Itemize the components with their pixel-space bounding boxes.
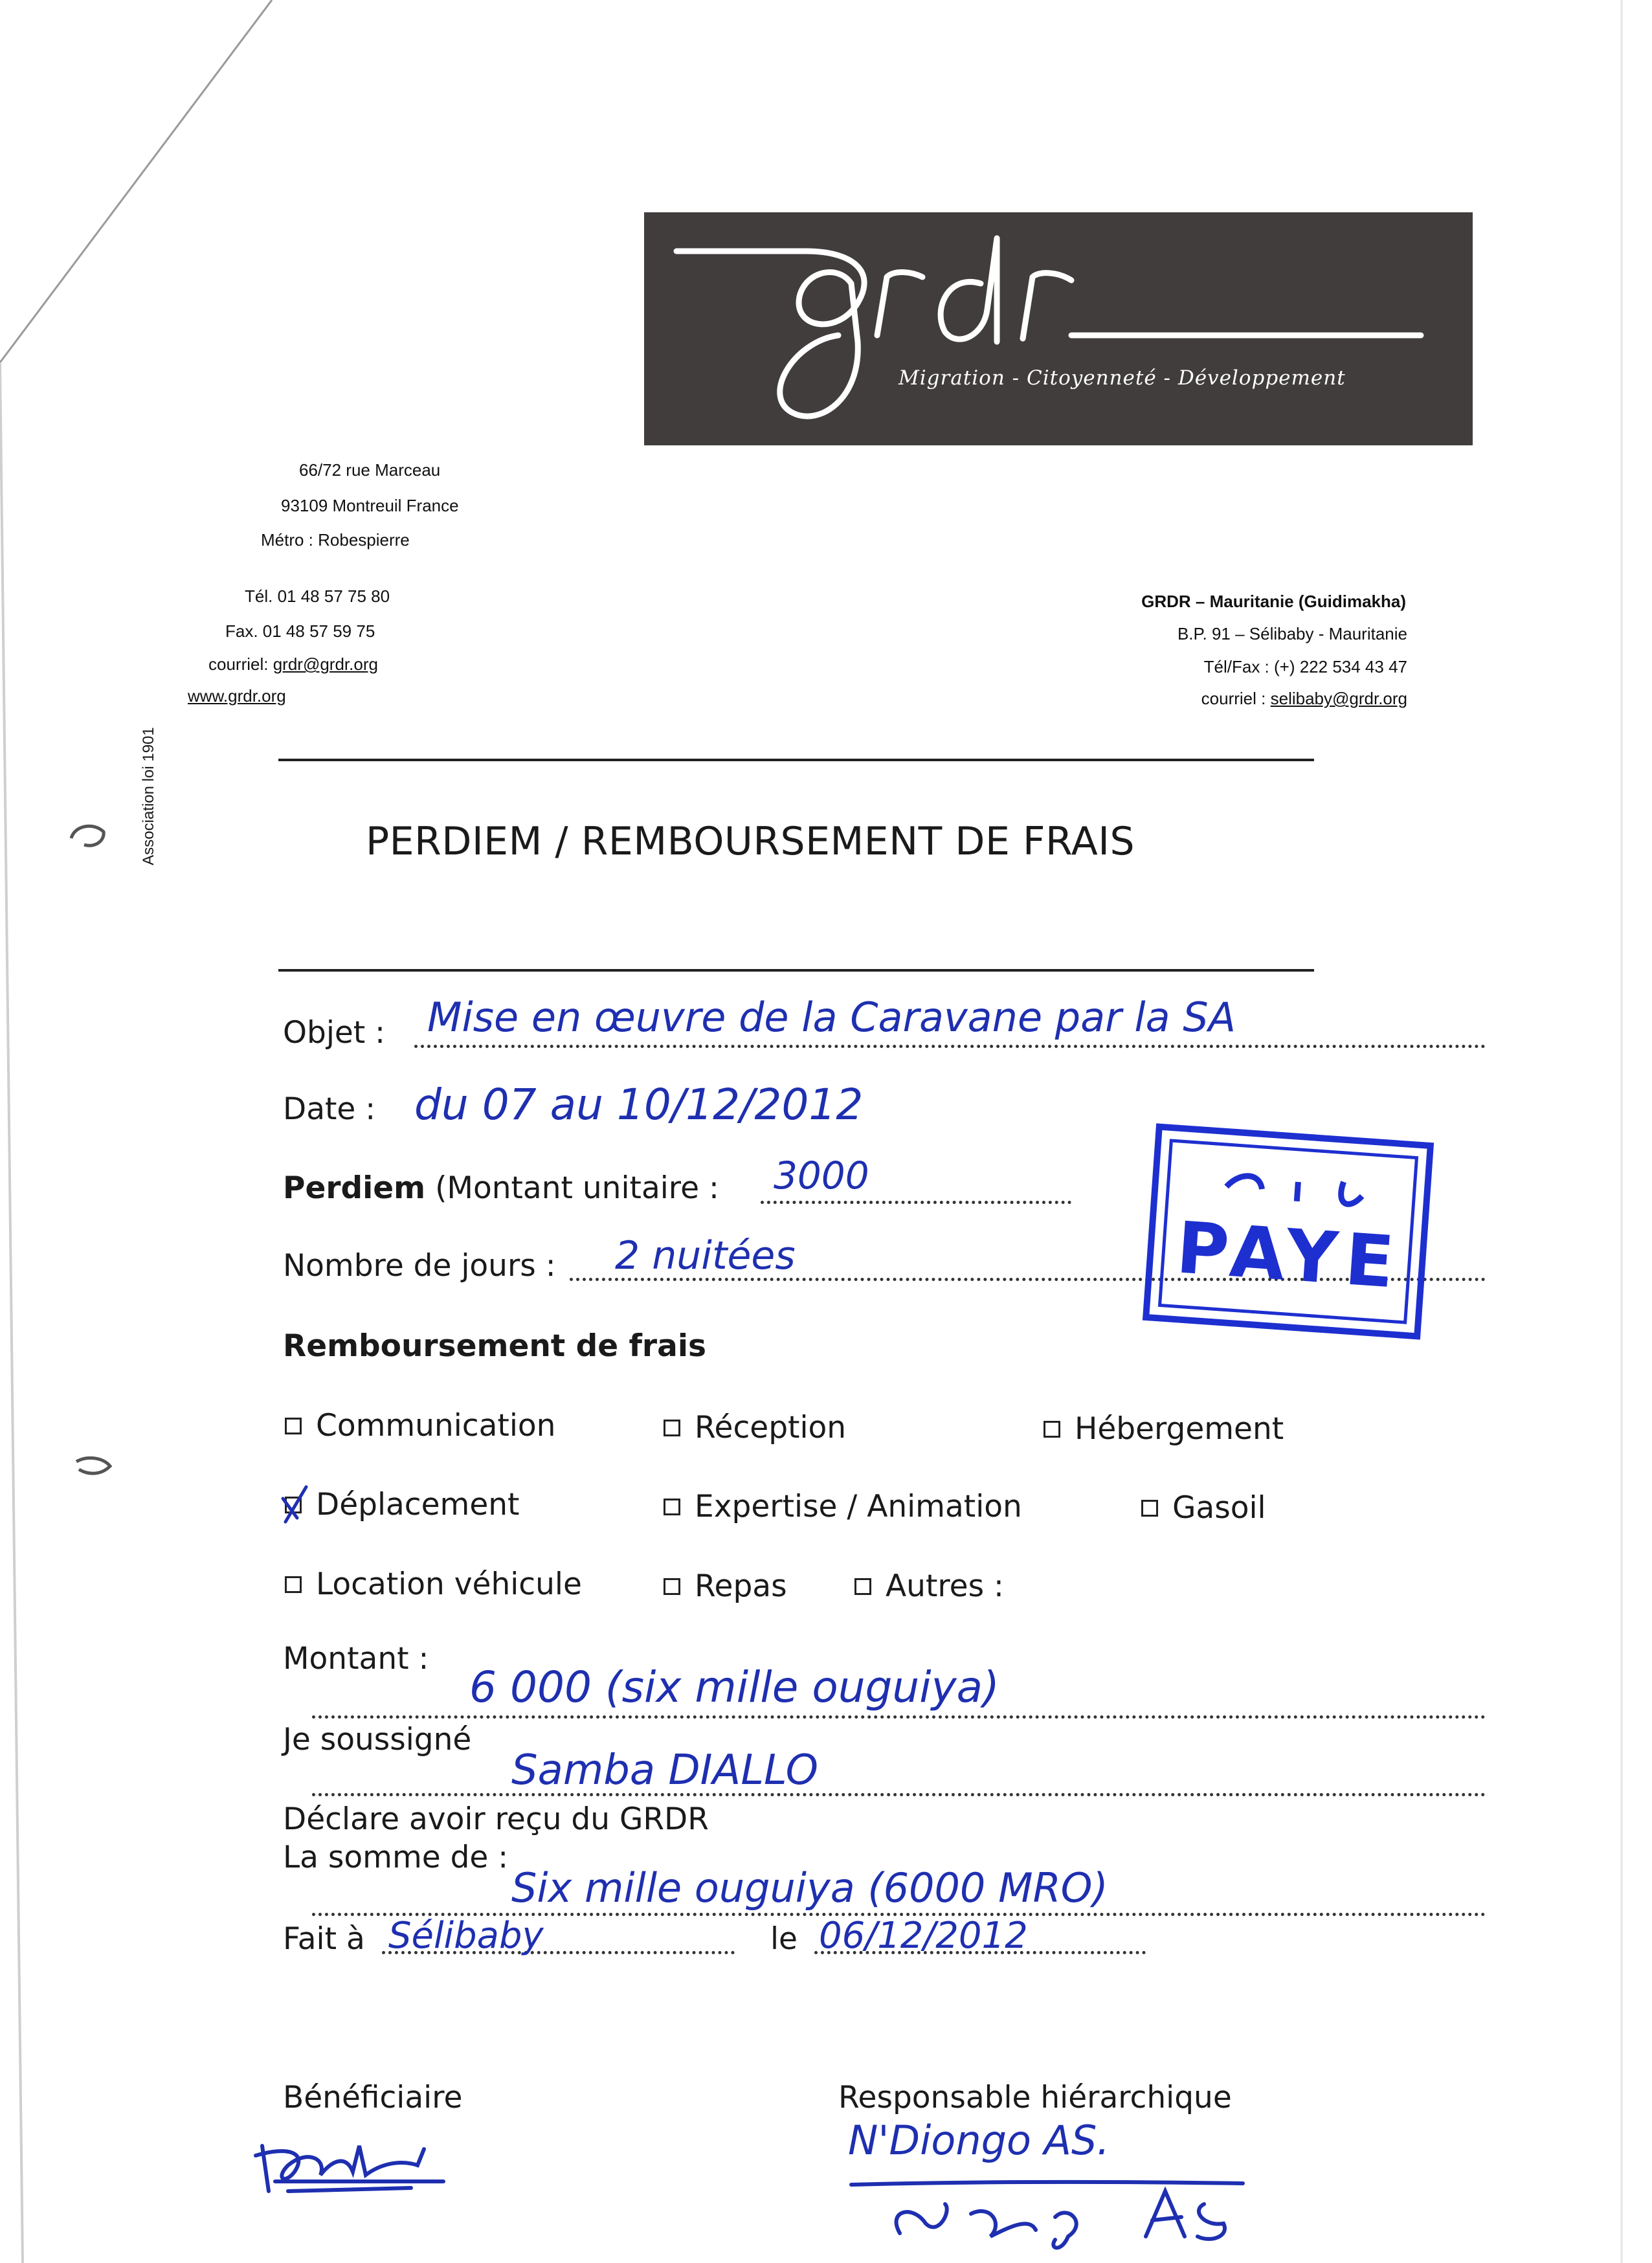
address-tel: Tél. 01 48 57 75 80 xyxy=(245,586,390,606)
address-email-label: courriel: xyxy=(208,654,269,674)
objet-handwritten-value[interactable]: Mise en œuvre de la Caravane par la SA xyxy=(427,994,1236,1041)
address-line-city: 93109 Montreuil France xyxy=(281,496,459,515)
jours-label: Nombre de jours : xyxy=(283,1248,556,1284)
checkbox-label: Autres : xyxy=(886,1568,1004,1604)
fait-a-handwritten-value[interactable]: Sélibaby xyxy=(388,1915,544,1957)
address-line-metro: Métro : Robespierre xyxy=(261,530,410,550)
branch-bp: B.P. 91 – Sélibaby - Mauritanie xyxy=(1177,624,1407,643)
paid-stamp xyxy=(1139,1120,1438,1343)
logo-tagline: Migration - Citoyenneté - Développement xyxy=(899,366,1346,390)
perdiem-handwritten-value[interactable]: 3000 xyxy=(774,1154,869,1198)
checkbox-square[interactable] xyxy=(664,1499,680,1515)
checkbox-square[interactable] xyxy=(285,1576,302,1593)
perdiem-unit-label: (Montant unitaire : xyxy=(435,1170,719,1206)
date-handwritten-value[interactable]: du 07 au 10/12/2012 xyxy=(414,1080,864,1130)
checkbox-gasoil[interactable] xyxy=(1141,1490,1266,1526)
responsable-signature xyxy=(842,2165,1256,2262)
checkbox-repas[interactable] xyxy=(664,1568,787,1604)
checkbox-checkmark-icon xyxy=(280,1484,314,1524)
checkbox-square[interactable] xyxy=(1044,1421,1060,1438)
perdiem-label: Perdiem xyxy=(283,1170,426,1206)
le-handwritten-value[interactable]: 06/12/2012 xyxy=(819,1915,1028,1957)
date-label: Date : xyxy=(283,1091,376,1127)
grdr-logo-script xyxy=(644,212,1473,445)
checkbox-deplacement[interactable] xyxy=(285,1487,519,1522)
checkbox-label: Gasoil xyxy=(1172,1490,1266,1526)
remboursement-heading: Remboursement de frais xyxy=(283,1328,706,1364)
branch-email-link[interactable]: selibaby@grdr.org xyxy=(1270,689,1407,708)
paid-stamp-text: PAYE xyxy=(1174,1206,1405,1305)
beneficiaire-signature xyxy=(249,2120,463,2211)
address-line-street: 66/72 rue Marceau xyxy=(299,460,441,480)
perdiem-dotted-line xyxy=(761,1201,1071,1204)
montant-label: Montant : xyxy=(283,1641,429,1677)
checkbox-autres[interactable] xyxy=(854,1568,1004,1604)
branch-email-row xyxy=(1201,686,1407,711)
checkbox-location-vehicule[interactable] xyxy=(285,1566,582,1602)
checkbox-square[interactable] xyxy=(664,1420,680,1436)
branch-org-name: GRDR – Mauritanie (Guidimakha) xyxy=(1141,592,1406,611)
beneficiaire-label: Bénéficiaire xyxy=(283,2080,463,2115)
checkbox-label: Expertise / Animation xyxy=(695,1489,1022,1524)
declare-label: Déclare avoir reçu du GRDR xyxy=(283,1801,709,1837)
branch-email-label: courriel : xyxy=(1201,689,1266,708)
association-side-text: Association loi 1901 xyxy=(140,727,157,865)
responsable-label: Responsable hiérarchique xyxy=(838,2080,1232,2115)
grdr-logo xyxy=(644,212,1473,445)
checkbox-expertise-animation[interactable] xyxy=(664,1489,1022,1524)
punch-hole-mark xyxy=(71,1450,117,1482)
website-link[interactable]: www.grdr.org xyxy=(188,686,286,706)
soussigne-dotted-line xyxy=(312,1793,1486,1796)
checkbox-square-checked[interactable] xyxy=(285,1497,302,1513)
checkbox-label: Déplacement xyxy=(316,1487,520,1522)
responsable-handwritten-name: N'Diongo AS. xyxy=(848,2117,1110,2164)
address-email-row xyxy=(208,652,378,676)
perdiem-row xyxy=(283,1170,719,1206)
somme-handwritten-value[interactable]: Six mille ouguiya (6000 MRO) xyxy=(511,1864,1108,1912)
montant-dotted-line xyxy=(312,1715,1486,1719)
punch-hole-mark xyxy=(65,819,110,851)
address-fax: Fax. 01 48 57 59 75 xyxy=(225,621,375,641)
soussigne-label: Je soussigné xyxy=(283,1722,472,1757)
title-rule-top xyxy=(278,759,1314,761)
address-email-link[interactable]: grdr@grdr.org xyxy=(273,654,378,674)
fait-a-label: Fait à xyxy=(283,1921,365,1957)
checkbox-square[interactable] xyxy=(664,1578,680,1595)
checkbox-square[interactable] xyxy=(285,1418,302,1434)
checkbox-label: Communication xyxy=(316,1408,556,1444)
le-label: le xyxy=(770,1921,798,1957)
checkbox-label: Réception xyxy=(695,1410,847,1445)
jours-handwritten-value[interactable]: 2 nuitées xyxy=(615,1233,796,1278)
checkbox-label: Hébergement xyxy=(1075,1411,1284,1447)
objet-label: Objet : xyxy=(283,1015,386,1051)
somme-label: La somme de : xyxy=(283,1840,509,1875)
checkbox-hebergement[interactable] xyxy=(1044,1411,1284,1447)
checkbox-reception[interactable] xyxy=(664,1410,846,1445)
checkbox-square[interactable] xyxy=(854,1578,871,1595)
montant-handwritten-value[interactable]: 6 000 (six mille ouguiya) xyxy=(469,1662,999,1712)
soussigne-handwritten-value[interactable]: Samba DIALLO xyxy=(511,1746,819,1794)
title-rule-bottom xyxy=(278,969,1314,972)
checkbox-label: Repas xyxy=(695,1568,787,1604)
checkbox-communication[interactable] xyxy=(285,1408,555,1444)
objet-dotted-line xyxy=(414,1045,1486,1048)
branch-telfax: Tél/Fax : (+) 222 534 43 47 xyxy=(1203,657,1407,676)
checkbox-label: Location véhicule xyxy=(316,1566,582,1602)
form-title: PERDIEM / REMBOURSEMENT DE FRAIS xyxy=(366,819,1135,864)
checkbox-square[interactable] xyxy=(1141,1500,1158,1517)
